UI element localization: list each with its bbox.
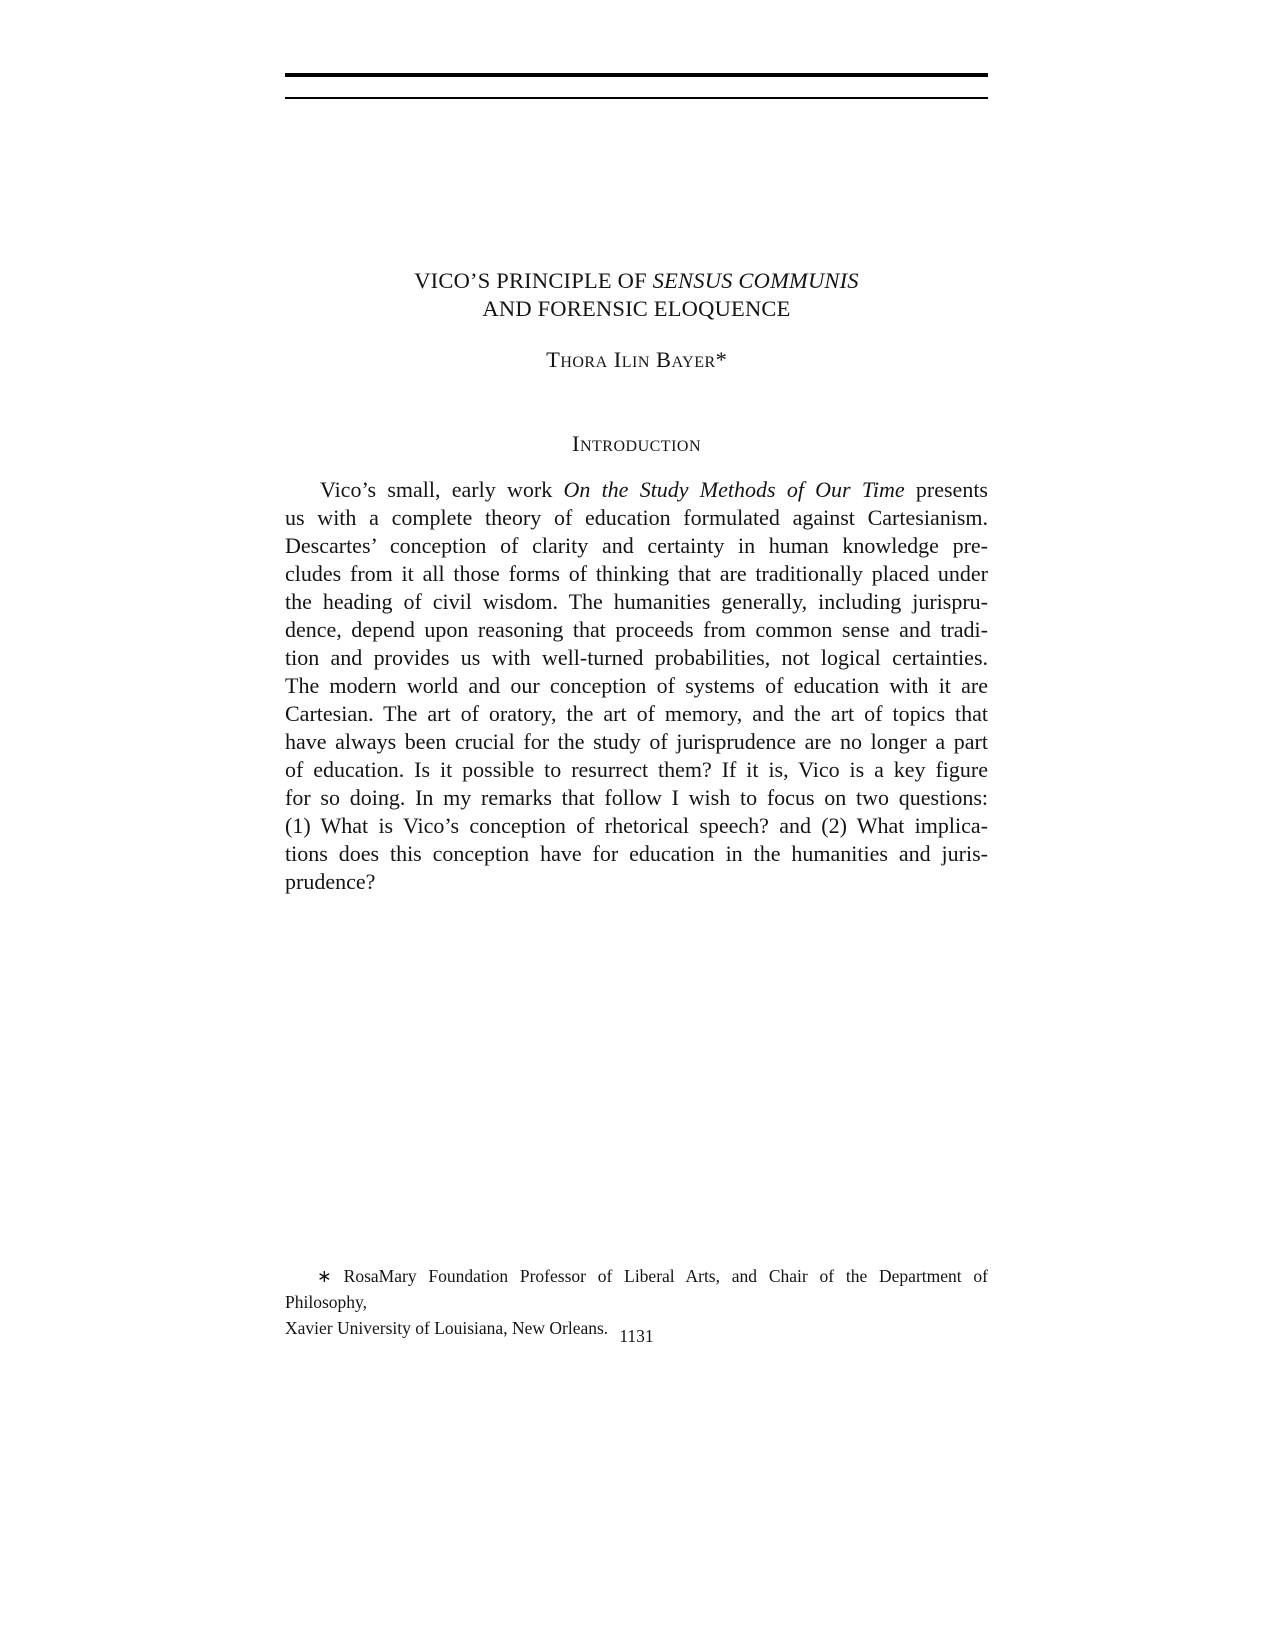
header-rule-thin <box>285 97 988 99</box>
author-line <box>285 347 988 373</box>
introduction-paragraph <box>285 476 988 896</box>
paragraph-text: presents <box>904 477 988 502</box>
paragraph-line: have always been crucial for the study of jurisprudence are no longer a part <box>285 729 988 754</box>
paragraph-line <box>285 476 988 504</box>
paragraph-line: The modern world and our conception of systems of education with it are <box>285 673 988 698</box>
paragraph-line: dence, depend upon reasoning that proceeds from common sense and tradi- <box>285 617 988 642</box>
footnote-line: Xavier University of Louisiana, New Orleans. <box>285 1318 609 1338</box>
article-title-line1 <box>285 267 988 295</box>
page-number: 1131 <box>619 1326 654 1346</box>
work-title-italic: On the Study Methods of Our Time <box>563 477 905 502</box>
paragraph-line: Cartesian. The art of oratory, the art of memory, and the art of topics that <box>285 701 988 726</box>
article-title <box>285 267 988 323</box>
paragraph-line: (1) What is Vico’s conception of rhetorical speech? and (2) What implica- <box>285 813 988 838</box>
paragraph-line: tion and provides us with well-turned probabilities, not logical certainties. <box>285 645 988 670</box>
paragraph-line: prudence? <box>285 869 376 894</box>
paragraph-line: of education. Is it possible to resurrect them? If it is, Vico is a key figure <box>285 757 988 782</box>
section-heading-introduction <box>285 431 988 457</box>
footnote-text: RosaMary Foundation Professor of Liberal Arts, and Chair of the Department of Philosophy, <box>285 1266 988 1312</box>
paragraph-line: cludes from it all those forms of thinking that are traditionally placed under <box>285 561 988 586</box>
title-italic-text: SENSUS COMMUNIS <box>652 268 859 293</box>
header-rule-thick <box>285 73 988 77</box>
title-text: VICO’S PRINCIPLE OF <box>414 268 653 293</box>
paragraph-line: us with a complete theory of education formulated against Cartesianism. <box>285 505 988 530</box>
paragraph-line: tions does this conception have for education in the humanities and juris- <box>285 841 988 866</box>
paragraph-line: Descartes’ conception of clarity and certainty in human knowledge pre- <box>285 533 988 558</box>
section-heading-text: Introduction <box>571 431 702 456</box>
author-footnote-mark: * <box>715 347 727 372</box>
paragraph-text: Vico’s small, early work <box>320 477 564 502</box>
author-name: Thora Ilin Bayer <box>546 347 716 372</box>
footnote-line <box>285 1263 988 1315</box>
paragraph-line: the heading of civil wisdom. The humanities generally, including jurispru- <box>285 589 988 614</box>
paragraph-line: for so doing. In my remarks that follow I wish to focus on two questions: <box>285 785 988 810</box>
article-title-line2: AND FORENSIC ELOQUENCE <box>482 296 791 321</box>
footnote-asterisk: ∗ <box>317 1266 332 1286</box>
